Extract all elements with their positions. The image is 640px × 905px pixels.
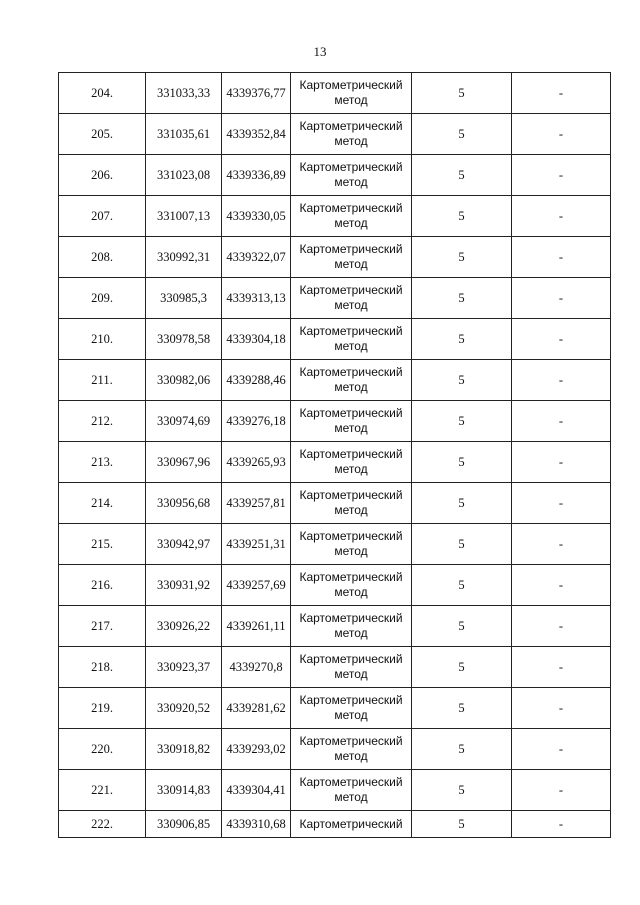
point-number-cell: 214.: [59, 483, 146, 524]
accuracy-cell: 5: [412, 401, 512, 442]
method-line-1: Картометрический: [299, 734, 403, 748]
note-cell: -: [512, 360, 611, 401]
note-cell: -: [512, 565, 611, 606]
method-line-1: Картометрический: [299, 570, 403, 584]
method-line-2: метод: [334, 667, 368, 681]
point-number-cell: 207.: [59, 196, 146, 237]
table-row: [59, 524, 611, 565]
table-row: [59, 442, 611, 483]
table-row: [59, 606, 611, 647]
method-line-1: Картометрический: [299, 201, 403, 215]
method-line-2: метод: [334, 175, 368, 189]
point-number-cell: 215.: [59, 524, 146, 565]
method-line-1: Картометрический: [299, 78, 403, 92]
point-number-cell: 205.: [59, 114, 146, 155]
y-coordinate-cell: 4339352,84: [222, 114, 291, 155]
note-cell: -: [512, 196, 611, 237]
method-cell: [291, 155, 412, 196]
table-row: [59, 770, 611, 811]
method-line-1: Картометрический: [299, 652, 403, 666]
note-cell: -: [512, 688, 611, 729]
method-cell: [291, 196, 412, 237]
x-coordinate-cell: 330978,58: [146, 319, 222, 360]
x-coordinate-cell: 330923,37: [146, 647, 222, 688]
note-cell: -: [512, 483, 611, 524]
method-line-2: метод: [334, 298, 368, 312]
y-coordinate-cell: 4339288,46: [222, 360, 291, 401]
method-line-1: Картометрический: [299, 611, 403, 625]
accuracy-cell: 5: [412, 483, 512, 524]
note-cell: -: [512, 524, 611, 565]
method-cell: [291, 401, 412, 442]
point-number-cell: 210.: [59, 319, 146, 360]
accuracy-cell: 5: [412, 729, 512, 770]
method-cell: [291, 73, 412, 114]
note-cell: -: [512, 770, 611, 811]
y-coordinate-cell: 4339304,18: [222, 319, 291, 360]
note-cell: -: [512, 729, 611, 770]
coordinates-table-body: [59, 73, 611, 838]
table-row: [59, 73, 611, 114]
x-coordinate-cell: 330926,22: [146, 606, 222, 647]
method-cell: [291, 483, 412, 524]
table-row: [59, 319, 611, 360]
accuracy-cell: 5: [412, 770, 512, 811]
point-number-cell: 211.: [59, 360, 146, 401]
method-line-2: метод: [334, 380, 368, 394]
accuracy-cell: 5: [412, 811, 512, 838]
method-cell: [291, 278, 412, 319]
y-coordinate-cell: 4339257,81: [222, 483, 291, 524]
table-row: [59, 114, 611, 155]
x-coordinate-cell: 331007,13: [146, 196, 222, 237]
y-coordinate-cell: 4339330,05: [222, 196, 291, 237]
point-number-cell: 206.: [59, 155, 146, 196]
method-line-2: метод: [334, 339, 368, 353]
method-line-1: Картометрический: [299, 119, 403, 133]
table-row: [59, 196, 611, 237]
accuracy-cell: 5: [412, 237, 512, 278]
point-number-cell: 204.: [59, 73, 146, 114]
method-line-2: метод: [334, 626, 368, 640]
x-coordinate-cell: 330974,69: [146, 401, 222, 442]
method-cell: [291, 770, 412, 811]
method-line-1: Картометрический: [299, 693, 403, 707]
accuracy-cell: 5: [412, 155, 512, 196]
x-coordinate-cell: 331035,61: [146, 114, 222, 155]
x-coordinate-cell: 330931,92: [146, 565, 222, 606]
method-line-1: Картометрический: [299, 406, 403, 420]
method-line-1: Картометрический: [299, 283, 403, 297]
note-cell: -: [512, 237, 611, 278]
point-number-cell: 209.: [59, 278, 146, 319]
method-cell: [291, 524, 412, 565]
coordinates-table: [58, 72, 611, 838]
x-coordinate-cell: 330992,31: [146, 237, 222, 278]
note-cell: -: [512, 155, 611, 196]
method-cell: [291, 565, 412, 606]
x-coordinate-cell: 331023,08: [146, 155, 222, 196]
method-line-2: метод: [334, 93, 368, 107]
method-line-2: метод: [334, 708, 368, 722]
x-coordinate-cell: 330918,82: [146, 729, 222, 770]
method-line-2: метод: [334, 216, 368, 230]
method-line-1: Картометрический: [299, 775, 403, 789]
method-line-2: метод: [334, 585, 368, 599]
method-cell: [291, 688, 412, 729]
note-cell: -: [512, 811, 611, 838]
table-row: [59, 155, 611, 196]
x-coordinate-cell: 330914,83: [146, 770, 222, 811]
accuracy-cell: 5: [412, 114, 512, 155]
table-row: [59, 237, 611, 278]
point-number-cell: 222.: [59, 811, 146, 838]
method-line-1: Картометрический: [299, 160, 403, 174]
y-coordinate-cell: 4339251,31: [222, 524, 291, 565]
accuracy-cell: 5: [412, 73, 512, 114]
table-row: [59, 811, 611, 838]
method-cell: [291, 606, 412, 647]
method-line-1: Картометрический: [299, 447, 403, 461]
point-number-cell: 216.: [59, 565, 146, 606]
y-coordinate-cell: 4339261,11: [222, 606, 291, 647]
x-coordinate-cell: 330942,97: [146, 524, 222, 565]
method-line-1: Картометрический: [299, 529, 403, 543]
method-line-1: Картометрический: [299, 816, 403, 831]
note-cell: -: [512, 401, 611, 442]
accuracy-cell: 5: [412, 524, 512, 565]
note-cell: -: [512, 278, 611, 319]
method-cell: [291, 729, 412, 770]
method-line-2: метод: [334, 503, 368, 517]
accuracy-cell: 5: [412, 606, 512, 647]
method-line-2: метод: [334, 462, 368, 476]
accuracy-cell: 5: [412, 565, 512, 606]
y-coordinate-cell: 4339265,93: [222, 442, 291, 483]
table-row: [59, 483, 611, 524]
method-line-2: метод: [334, 134, 368, 148]
method-cell: [291, 442, 412, 483]
y-coordinate-cell: 4339336,89: [222, 155, 291, 196]
y-coordinate-cell: 4339310,68: [222, 811, 291, 838]
method-cell: [291, 319, 412, 360]
accuracy-cell: 5: [412, 196, 512, 237]
method-line-1: Картометрический: [299, 324, 403, 338]
point-number-cell: 212.: [59, 401, 146, 442]
table-row: [59, 278, 611, 319]
note-cell: -: [512, 114, 611, 155]
point-number-cell: 213.: [59, 442, 146, 483]
point-number-cell: 221.: [59, 770, 146, 811]
method-cell: [291, 360, 412, 401]
method-line-1: Картометрический: [299, 242, 403, 256]
x-coordinate-cell: 330906,85: [146, 811, 222, 838]
method-line-1: Картометрический: [299, 365, 403, 379]
table-row: [59, 688, 611, 729]
point-number-cell: 219.: [59, 688, 146, 729]
y-coordinate-cell: 4339276,18: [222, 401, 291, 442]
x-coordinate-cell: 331033,33: [146, 73, 222, 114]
y-coordinate-cell: 4339304,41: [222, 770, 291, 811]
point-number-cell: 220.: [59, 729, 146, 770]
accuracy-cell: 5: [412, 647, 512, 688]
method-line-2: метод: [334, 749, 368, 763]
method-line-1: Картометрический: [299, 488, 403, 502]
method-cell: [291, 237, 412, 278]
x-coordinate-cell: 330967,96: [146, 442, 222, 483]
x-coordinate-cell: 330982,06: [146, 360, 222, 401]
method-line-2: метод: [334, 544, 368, 558]
x-coordinate-cell: 330985,3: [146, 278, 222, 319]
y-coordinate-cell: 4339313,13: [222, 278, 291, 319]
y-coordinate-cell: 4339376,77: [222, 73, 291, 114]
x-coordinate-cell: 330920,52: [146, 688, 222, 729]
y-coordinate-cell: 4339281,62: [222, 688, 291, 729]
note-cell: -: [512, 73, 611, 114]
table-row: [59, 360, 611, 401]
note-cell: -: [512, 319, 611, 360]
table-row: [59, 401, 611, 442]
y-coordinate-cell: 4339322,07: [222, 237, 291, 278]
note-cell: -: [512, 647, 611, 688]
accuracy-cell: 5: [412, 688, 512, 729]
y-coordinate-cell: 4339257,69: [222, 565, 291, 606]
point-number-cell: 217.: [59, 606, 146, 647]
method-cell: [291, 647, 412, 688]
point-number-cell: 208.: [59, 237, 146, 278]
method-cell: [291, 811, 412, 838]
accuracy-cell: 5: [412, 278, 512, 319]
accuracy-cell: 5: [412, 360, 512, 401]
method-line-2: метод: [334, 790, 368, 804]
x-coordinate-cell: 330956,68: [146, 483, 222, 524]
accuracy-cell: 5: [412, 319, 512, 360]
table-row: [59, 565, 611, 606]
page-number: 13: [313, 44, 327, 59]
accuracy-cell: 5: [412, 442, 512, 483]
table-row: [59, 647, 611, 688]
y-coordinate-cell: 4339270,8: [222, 647, 291, 688]
point-number-cell: 218.: [59, 647, 146, 688]
table-row: [59, 729, 611, 770]
note-cell: -: [512, 606, 611, 647]
method-cell: [291, 114, 412, 155]
note-cell: -: [512, 442, 611, 483]
method-line-2: метод: [334, 257, 368, 271]
method-line-2: метод: [334, 421, 368, 435]
y-coordinate-cell: 4339293,02: [222, 729, 291, 770]
